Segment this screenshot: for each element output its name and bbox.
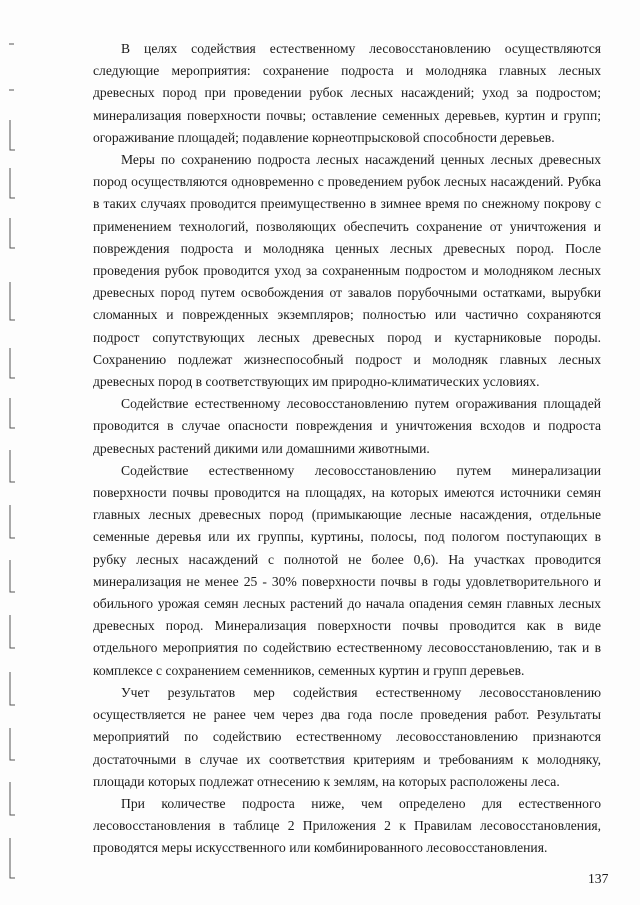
paragraph-5: Учет результатов мер содействия естественному лесовосстановлению осуществляется не ранее чем через два года после проведения работ. Результаты мероприятий по содействию естественному лесовосстановлению признаются достаточными в случае их соответствия критериям и требованиям к молодняку, площади которых подлежат отнесению к землям, на которых расположены леса. xyxy=(93,684,601,789)
paragraph-4: Содействие естественному лесовосстановлению путем минерализации поверхности почвы проводится на площадях, на которых имеются источники семян главных лесных древесных пород (примыкающие лесные насаждения, отдельные семенные деревья или их группы, куртины, полосы, под пологом поступающих в рубку лесных насаждений с полнотой не более 0,6). На участках проводится минерализация не менее 25 - 30% поверхности почвы в годы удовлетворительного и обильного урожая семян лесных растений до начала опадения семян главных лесных древесных пород. Минерализация поверхности почвы проводится как в виде отдельного мероприятия по содействию естественному лесовосстановлению, так и в комплексе с сохранением семенников, семенных куртин и групп деревьев. xyxy=(93,462,601,678)
paragraph-2: Меры по сохранению подроста лесных насаждений ценных лесных древесных пород осуществляются одновременно с проведением рубок лесных насаждений. Рубка в таких случаях проводится преимущественно в зимнее время по снежному покрову с применением технологий, позволяющих обеспечить сохранение от уничтожения и повреждения подроста и молодняка ценных лесных древесных пород. После проведения рубок проводится уход за сохраненным подростом и молодняком лесных древесных пород путем освобождения от завалов порубочными остатками, вырубки сломанных и поврежденных экземпляров; полностью или частично сохраняются подрост сопутствующих лесных древесных пород и кустарниковые породы. Сохранению подлежат жизнеспособный подрост и молодняк главных лесных древесных пород в соответствующих им природно-климатических условиях. xyxy=(93,152,601,390)
paragraph-6: При количестве подроста ниже, чем определено для естественного лесовосстановления в таблице 2 Приложения 2 к Правилам лесовосстановления, проводятся меры искусственного или комбинированного лесовосстановления. xyxy=(93,795,601,856)
paragraph-3: Содействие естественному лесовосстановлению путем огораживания площадей проводится в случае опасности повреждения и уничтожения всходов и подроста древесных растений дикими или домашними животными. xyxy=(93,396,601,456)
paragraph-1: В целях содействия естественному лесовосстановлению осуществляются следующие мероприятия: сохранение подроста и молодняка главных лесных древесных пород при проведении рубок лесных насаждений; уход за подростом; минерализация поверхности почвы; оставление семенных деревьев, куртин и групп; огораживание площадей; подавление корнеотпрысковой способности деревьев. xyxy=(93,41,601,145)
binding-margin-marks xyxy=(0,0,30,905)
page-number: 137 xyxy=(588,871,609,886)
body-text xyxy=(93,38,601,860)
